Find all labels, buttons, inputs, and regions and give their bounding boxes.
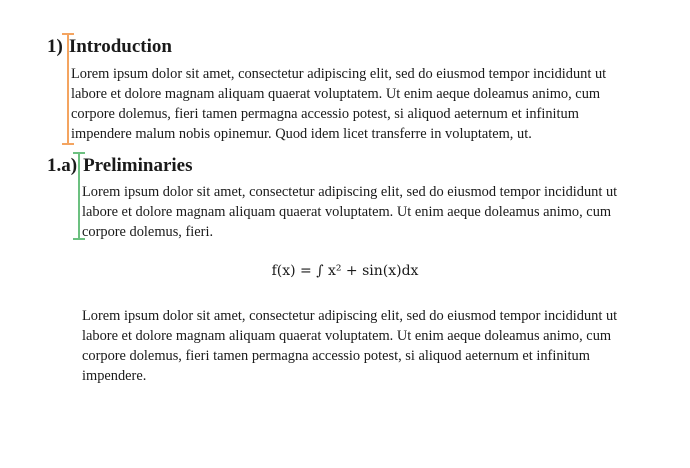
heading-number: 1) — [47, 36, 63, 57]
preliminaries-paragraph — [82, 182, 617, 242]
paragraph-line: impendere. — [82, 368, 147, 384]
heading-title: Preliminaries — [83, 155, 193, 176]
heading-title: Introduction — [68, 36, 172, 57]
introduction-paragraph — [71, 64, 606, 144]
paragraph-line: Lorem ipsum dolor sit amet, consectetur adipiscing elit, sed do eiusmod tempor incididunt ut — [71, 66, 607, 82]
paragraph-line: corpore dolemus, fieri tamen permagna accessio potest, si aliquod aeternum et infinitum — [71, 106, 579, 122]
paragraph-line: labore et dolore magnam aliquam quaerat voluptatem. Ut enim aeque doleamus animo, cum — [82, 328, 612, 344]
heading-preliminaries — [47, 155, 192, 177]
closing-paragraph — [82, 306, 617, 386]
paragraph-line: corpore dolemus, fieri. — [82, 224, 214, 240]
paragraph-line: impendere malum nobis opinemur. Quod idem licet transferre in voluptatem, ut. — [71, 126, 532, 142]
paragraph-line: labore et dolore magnam aliquam quaerat voluptatem. Ut enim aeque doleamus animo, cum — [71, 86, 601, 102]
paragraph-line: labore et dolore magnam aliquam quaerat voluptatem. Ut enim aeque doleamus animo, cum — [82, 204, 612, 220]
bracket-stem — [78, 152, 80, 240]
paragraph-line: Lorem ipsum dolor sit amet, consectetur adipiscing elit, sed do eiusmod tempor incididunt ut — [82, 184, 618, 200]
heading-number: 1.a) — [47, 155, 78, 176]
bracket-stem — [67, 33, 69, 145]
paragraph-line: Lorem ipsum dolor sit amet, consectetur adipiscing elit, sed do eiusmod tempor incididunt ut — [82, 308, 618, 324]
paragraph-line: corpore dolemus, fieri tamen permagna accessio potest, si aliquod aeternum et infinitum — [82, 348, 590, 364]
display-formula: f(x) = ∫ x² + sin(x)dx — [271, 263, 419, 279]
